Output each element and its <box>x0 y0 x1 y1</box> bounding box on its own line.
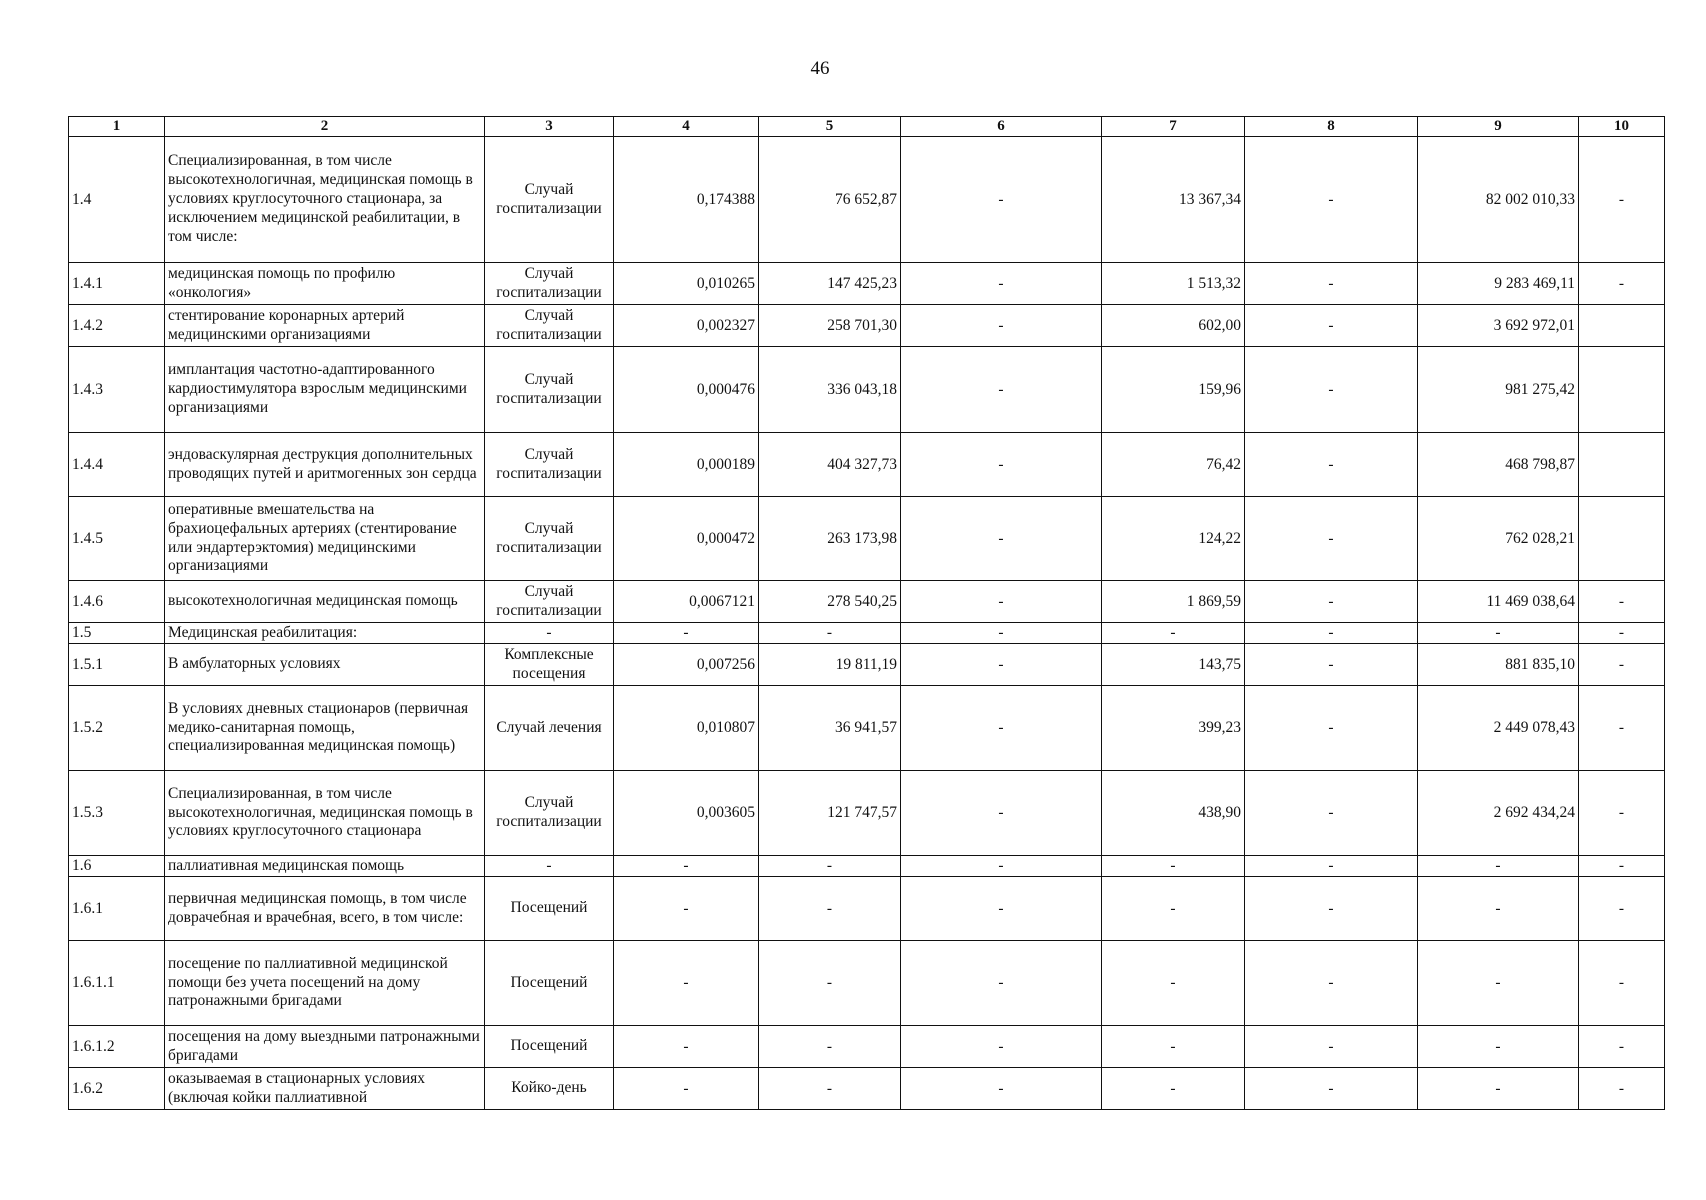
row-col-4: 0,174388 <box>614 137 759 263</box>
table-row <box>69 771 1665 856</box>
row-col-7: 143,75 <box>1102 644 1245 686</box>
row-col-5: - <box>759 877 901 941</box>
row-col-10: - <box>1579 1026 1665 1068</box>
row-col-6: - <box>901 1026 1102 1068</box>
row-col-4: 0,010265 <box>614 263 759 305</box>
row-col-8: - <box>1245 137 1418 263</box>
table-row <box>69 686 1665 771</box>
row-code: 1.4.1 <box>69 263 165 305</box>
row-col-7: 1 513,32 <box>1102 263 1245 305</box>
row-unit: Койко-день <box>485 1068 614 1110</box>
row-name: В условиях дневных стационаров (первичная медико-санитарная помощь, специализированная медицинская помощь) <box>165 686 485 771</box>
row-code: 1.4.6 <box>69 581 165 623</box>
row-col-8: - <box>1245 877 1418 941</box>
row-name: медицинская помощь по профилю «онкология» <box>165 263 485 305</box>
row-col-8: - <box>1245 347 1418 433</box>
row-col-9: 3 692 972,01 <box>1418 305 1579 347</box>
row-col-8: - <box>1245 1068 1418 1110</box>
row-col-6: - <box>901 581 1102 623</box>
row-unit: - <box>485 623 614 644</box>
row-unit: - <box>485 856 614 877</box>
row-name: эндоваскулярная деструкция дополнительных проводящих путей и аритмогенных зон сердца <box>165 433 485 497</box>
row-col-8: - <box>1245 771 1418 856</box>
row-name: посещение по паллиативной медицинской помощи без учета посещений на дому патронажными бригадами <box>165 941 485 1026</box>
row-code: 1.4.2 <box>69 305 165 347</box>
column-header-3: 3 <box>485 117 614 137</box>
row-col-6: - <box>901 305 1102 347</box>
row-col-10: - <box>1579 623 1665 644</box>
row-col-7: 399,23 <box>1102 686 1245 771</box>
row-col-7: 159,96 <box>1102 347 1245 433</box>
row-col-10: - <box>1579 1068 1665 1110</box>
row-col-5: 76 652,87 <box>759 137 901 263</box>
row-col-8: - <box>1245 581 1418 623</box>
row-col-9: 881 835,10 <box>1418 644 1579 686</box>
row-col-5: 36 941,57 <box>759 686 901 771</box>
row-col-4: - <box>614 941 759 1026</box>
row-col-8: - <box>1245 263 1418 305</box>
row-col-4: 0,007256 <box>614 644 759 686</box>
row-col-6: - <box>901 941 1102 1026</box>
row-code: 1.6.1 <box>69 877 165 941</box>
row-col-6: - <box>901 1068 1102 1110</box>
column-header-10: 10 <box>1579 117 1665 137</box>
row-unit: Посещений <box>485 1026 614 1068</box>
row-col-4: 0,002327 <box>614 305 759 347</box>
row-code: 1.6.2 <box>69 1068 165 1110</box>
row-col-9: - <box>1418 1026 1579 1068</box>
column-header-9: 9 <box>1418 117 1579 137</box>
row-name: высокотехнологичная медицинская помощь <box>165 581 485 623</box>
row-col-7: 76,42 <box>1102 433 1245 497</box>
row-col-4: - <box>614 877 759 941</box>
row-col-8: - <box>1245 686 1418 771</box>
page-number: 46 <box>810 58 830 79</box>
row-col-9: - <box>1418 856 1579 877</box>
row-col-8: - <box>1245 623 1418 644</box>
row-col-5: 263 173,98 <box>759 497 901 581</box>
row-col-9: - <box>1418 623 1579 644</box>
row-col-8: - <box>1245 497 1418 581</box>
row-name: стентирование коронарных артерий медицинскими организациями <box>165 305 485 347</box>
row-col-10 <box>1579 433 1665 497</box>
table-row <box>69 877 1665 941</box>
row-col-6: - <box>901 771 1102 856</box>
row-unit: Случай госпитализации <box>485 137 614 263</box>
row-col-8: - <box>1245 433 1418 497</box>
row-col-5: - <box>759 1068 901 1110</box>
row-name: паллиативная медицинская помощь <box>165 856 485 877</box>
row-col-4: - <box>614 623 759 644</box>
row-col-4: 0,000189 <box>614 433 759 497</box>
row-col-9: - <box>1418 1068 1579 1110</box>
row-unit: Случай лечения <box>485 686 614 771</box>
row-col-4: - <box>614 856 759 877</box>
row-col-10: - <box>1579 137 1665 263</box>
table-row <box>69 497 1665 581</box>
row-col-9: 11 469 038,64 <box>1418 581 1579 623</box>
row-unit: Посещений <box>485 941 614 1026</box>
table-row <box>69 263 1665 305</box>
row-col-10: - <box>1579 941 1665 1026</box>
row-col-6: - <box>901 137 1102 263</box>
table-row <box>69 305 1665 347</box>
row-col-10: - <box>1579 856 1665 877</box>
row-col-6: - <box>901 644 1102 686</box>
row-col-5: - <box>759 941 901 1026</box>
row-unit: Случай госпитализации <box>485 305 614 347</box>
table-row <box>69 941 1665 1026</box>
row-col-5: - <box>759 856 901 877</box>
row-col-5: 336 043,18 <box>759 347 901 433</box>
row-col-9: 981 275,42 <box>1418 347 1579 433</box>
table-row <box>69 623 1665 644</box>
row-col-7: - <box>1102 623 1245 644</box>
row-col-5: 278 540,25 <box>759 581 901 623</box>
table-row <box>69 347 1665 433</box>
row-col-5: - <box>759 623 901 644</box>
row-col-10 <box>1579 497 1665 581</box>
row-col-7: 438,90 <box>1102 771 1245 856</box>
row-unit: Случай госпитализации <box>485 497 614 581</box>
row-col-6: - <box>901 877 1102 941</box>
row-col-8: - <box>1245 305 1418 347</box>
row-col-10 <box>1579 305 1665 347</box>
row-col-4: 0,000476 <box>614 347 759 433</box>
row-col-7: - <box>1102 941 1245 1026</box>
row-col-4: - <box>614 1068 759 1110</box>
row-col-5: 258 701,30 <box>759 305 901 347</box>
table-header <box>69 117 1665 137</box>
row-col-7: - <box>1102 877 1245 941</box>
row-col-9: - <box>1418 941 1579 1026</box>
row-name: первичная медицинская помощь, в том числе доврачебная и врачебная, всего, в том числе: <box>165 877 485 941</box>
row-col-6: - <box>901 686 1102 771</box>
row-col-6: - <box>901 497 1102 581</box>
row-unit: Случай госпитализации <box>485 581 614 623</box>
row-col-4: 0,000472 <box>614 497 759 581</box>
row-col-5: - <box>759 1026 901 1068</box>
row-col-9: 2 449 078,43 <box>1418 686 1579 771</box>
row-col-9: 2 692 434,24 <box>1418 771 1579 856</box>
row-code: 1.6 <box>69 856 165 877</box>
row-col-9: - <box>1418 877 1579 941</box>
row-col-4: 0,0067121 <box>614 581 759 623</box>
row-name: посещения на дому выездными патронажными бригадами <box>165 1026 485 1068</box>
row-unit: Посещений <box>485 877 614 941</box>
column-header-6: 6 <box>901 117 1102 137</box>
row-col-5: 404 327,73 <box>759 433 901 497</box>
row-code: 1.4.4 <box>69 433 165 497</box>
column-header-5: 5 <box>759 117 901 137</box>
row-col-5: 121 747,57 <box>759 771 901 856</box>
row-col-8: - <box>1245 644 1418 686</box>
row-name: Специализированная, в том числе высокотехнологичная, медицинская помощь в условиях круглосуточного стационара <box>165 771 485 856</box>
row-col-6: - <box>901 347 1102 433</box>
row-code: 1.5.1 <box>69 644 165 686</box>
row-col-9: 9 283 469,11 <box>1418 263 1579 305</box>
row-unit: Случай госпитализации <box>485 771 614 856</box>
row-col-10 <box>1579 347 1665 433</box>
row-code: 1.4 <box>69 137 165 263</box>
row-code: 1.4.5 <box>69 497 165 581</box>
row-code: 1.5.3 <box>69 771 165 856</box>
row-col-7: 124,22 <box>1102 497 1245 581</box>
column-header-7: 7 <box>1102 117 1245 137</box>
table-row <box>69 1068 1665 1110</box>
row-col-7: 1 869,59 <box>1102 581 1245 623</box>
row-name: В амбулаторных условиях <box>165 644 485 686</box>
row-code: 1.4.3 <box>69 347 165 433</box>
row-col-4: 0,003605 <box>614 771 759 856</box>
column-header-4: 4 <box>614 117 759 137</box>
row-code: 1.5.2 <box>69 686 165 771</box>
row-col-5: 19 811,19 <box>759 644 901 686</box>
row-col-7: - <box>1102 1068 1245 1110</box>
row-col-7: - <box>1102 856 1245 877</box>
row-col-4: - <box>614 1026 759 1068</box>
row-unit: Случай госпитализации <box>485 263 614 305</box>
row-col-6: - <box>901 623 1102 644</box>
row-col-10: - <box>1579 771 1665 856</box>
row-name: оперативные вмешательства на брахиоцефальных артериях (стентирование или эндартерэктомия) медицинскими организациями <box>165 497 485 581</box>
table-row <box>69 581 1665 623</box>
row-name: Специализированная, в том числе высокотехнологичная, медицинская помощь в условиях круглосуточного стационара, за исключением медицинской реабилитации, в том числе: <box>165 137 485 263</box>
row-col-9: 762 028,21 <box>1418 497 1579 581</box>
row-col-7: 602,00 <box>1102 305 1245 347</box>
row-unit: Случай госпитализации <box>485 433 614 497</box>
row-col-9: 468 798,87 <box>1418 433 1579 497</box>
row-name: оказываемая в стационарных условиях (включая койки паллиативной <box>165 1068 485 1110</box>
row-col-6: - <box>901 433 1102 497</box>
row-col-10: - <box>1579 644 1665 686</box>
row-unit: Комплексные посещения <box>485 644 614 686</box>
row-col-8: - <box>1245 941 1418 1026</box>
column-header-1: 1 <box>69 117 165 137</box>
row-col-7: 13 367,34 <box>1102 137 1245 263</box>
row-name: Медицинская реабилитация: <box>165 623 485 644</box>
data-table <box>68 116 1665 1110</box>
row-unit: Случай госпитализации <box>485 347 614 433</box>
table-row <box>69 856 1665 877</box>
row-col-4: 0,010807 <box>614 686 759 771</box>
row-name: имплантация частотно-адаптированного кардиостимулятора взрослым медицинскими организациями <box>165 347 485 433</box>
row-col-10: - <box>1579 877 1665 941</box>
row-col-7: - <box>1102 1026 1245 1068</box>
row-col-5: 147 425,23 <box>759 263 901 305</box>
table-row <box>69 1026 1665 1068</box>
header-row <box>69 117 1665 137</box>
row-col-6: - <box>901 263 1102 305</box>
column-header-8: 8 <box>1245 117 1418 137</box>
row-col-10: - <box>1579 263 1665 305</box>
row-code: 1.6.1.2 <box>69 1026 165 1068</box>
row-code: 1.6.1.1 <box>69 941 165 1026</box>
table-row <box>69 137 1665 263</box>
column-header-2: 2 <box>165 117 485 137</box>
row-col-8: - <box>1245 1026 1418 1068</box>
row-col-10: - <box>1579 686 1665 771</box>
row-col-10: - <box>1579 581 1665 623</box>
row-col-6: - <box>901 856 1102 877</box>
row-code: 1.5 <box>69 623 165 644</box>
row-col-8: - <box>1245 856 1418 877</box>
table-row <box>69 433 1665 497</box>
table-body <box>69 137 1665 1110</box>
table-row <box>69 644 1665 686</box>
row-col-9: 82 002 010,33 <box>1418 137 1579 263</box>
